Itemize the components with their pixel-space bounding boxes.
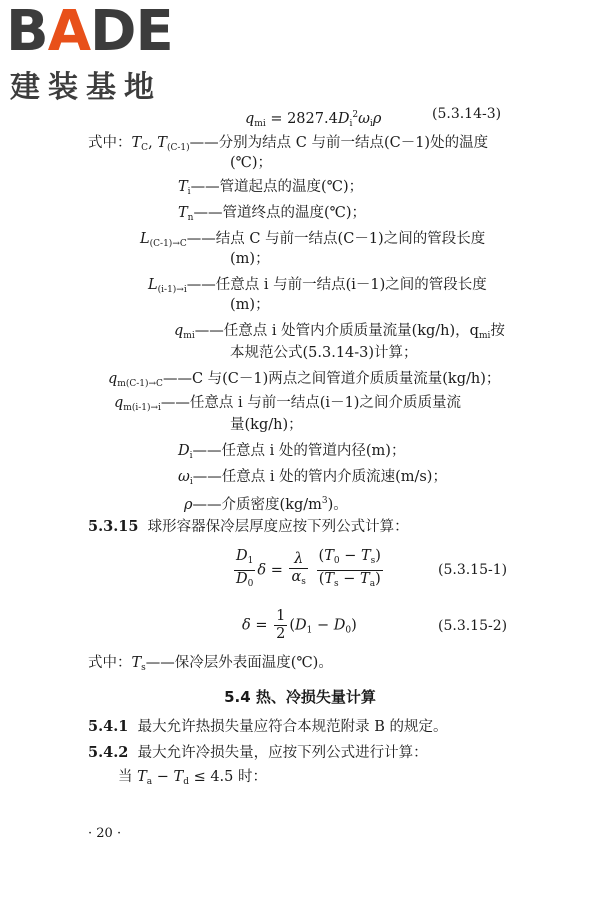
equation-tag: (5.3.14-3): [432, 106, 502, 122]
page-number: · 20 ·: [88, 826, 122, 841]
definition-qmi: $q_{mi}——$任意点 i 处管内介质质量流量(kg/h)，$q_{mi}$按: [174, 323, 505, 341]
definition-li-cont: (m)；: [230, 297, 270, 313]
clause-5-3-15: 5.3.15 球形容器保冷层厚度应按下列公式计算：: [88, 518, 409, 535]
definition-qmii: $q_{m(i-1)\to i}——$任意点 i 与前一结点(i－1)之间介质质量流: [114, 395, 461, 413]
definition-tc-cont: (℃)；: [230, 155, 273, 171]
definition-ti: $T_i——$管道起点的温度(℃)；: [178, 179, 364, 197]
equation-tag: (5.3.15-1): [438, 562, 508, 578]
definition-li: $L_{(i-1)\to i}——$任意点 i 与前一结点(i－1)之间的管段长度: [148, 277, 487, 295]
brand-logo: [6, 0, 186, 105]
definition-ts: 式中：$T_s——$保冷层外表面温度(℃)。: [88, 655, 333, 673]
equation-tag: (5.3.15-2): [438, 618, 508, 634]
definition-qmc: $q_{m(C-1)\to C}——C$ 与(C－1)两点之间管道介质质量流量(kg/h)；: [108, 371, 501, 389]
definition-tn: $T_n——$管道终点的温度(℃)；: [178, 205, 367, 223]
equation-5-3-15-1: $\frac{D_1}{D_0}$ δ = $\frac{\lambda}{\alpha_s}$ $\frac{(T_0 - T_s)}{(T_s - T_a)}$: [236, 548, 381, 589]
condition-line: 当 $T_a - T_d \le 4.5$ 时：: [118, 769, 268, 787]
definition-di: $D_i——$任意点 i 处的管道内径(m)；: [178, 443, 406, 461]
definition-tc: 式中：$T_C$, $T_{(C-1)}——$分别为结点 C 与前一结点(C－1)处的温度: [88, 135, 489, 153]
definition-lc-cont: (m)；: [230, 251, 270, 267]
section-heading-5-4: 5.4 热、冷损失量计算: [224, 688, 376, 706]
logo-subtitle: 建装基地: [10, 70, 162, 105]
definition-wi: $\omega_i——$任意点 i 处的管内介质流速(m/s)；: [178, 469, 447, 487]
definition-qmii-cont: 量(kg/h)；: [230, 417, 303, 433]
definition-rho: ρ——介质密度$(kg/m^3)$。: [184, 496, 348, 513]
clause-5-4-2: 5.4.2 最大允许冷损失量，应按下列公式进行计算：: [88, 744, 428, 761]
equation-5-3-15-2: δ = $\frac{1}{2}$ $(D_1 - D_0)$: [242, 608, 357, 642]
definition-lc: $L_{(C-1)\to C}——$结点 C 与前一结点(C－1)之间的管段长度: [140, 231, 486, 249]
definition-qmi-cont: 本规范公式(5.3.14-3)计算；: [230, 345, 418, 361]
logo-wordmark: BADE: [6, 0, 173, 64]
equation-5-3-14-3: $q_{mi} = 2827.4D_i^2\omega_i\rho$: [245, 110, 382, 129]
clause-5-4-1: 5.4.1 最大允许热损失量应符合本规范附录 B 的规定。: [88, 718, 448, 735]
